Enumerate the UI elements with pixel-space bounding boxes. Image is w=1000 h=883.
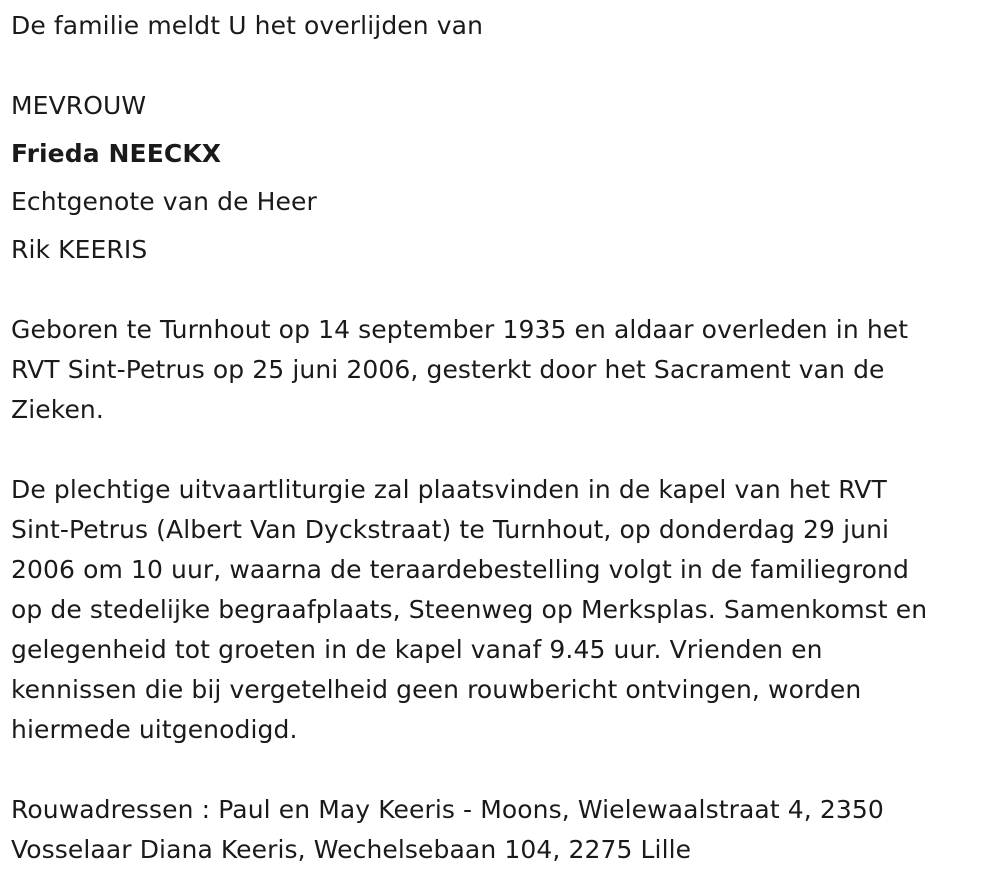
honorific-title: MEVROUW [11, 91, 147, 120]
paragraph-line: Vosselaar Diana Keeris, Wechelsebaan 104, 2275 Lille [11, 835, 692, 864]
paragraph-line: Sint-Petrus (Albert Van Dyckstraat) te Turnhout, op donderdag 29 juni [11, 515, 890, 544]
intro-text: De familie meldt U het overlijden van [11, 11, 484, 40]
paragraph-line: gelegenheid tot groeten in de kapel vanaf 9.45 uur. Vrienden en [11, 635, 823, 664]
relation-text: Echtgenote van de Heer [11, 187, 317, 216]
paragraph-line: op de stedelijke begraafplaats, Steenweg op Merksplas. Samenkomst en [11, 595, 928, 624]
spouse-name: Rik KEERIS [11, 235, 148, 264]
deceased-name: Frieda NEECKX [11, 139, 222, 168]
paragraph-line: De plechtige uitvaartliturgie zal plaatsvinden in de kapel van het RVT [11, 475, 887, 504]
paragraph-line: RVT Sint-Petrus op 25 juni 2006, gesterkt door het Sacrament van de [11, 355, 885, 384]
paragraph-line: Zieken. [11, 395, 104, 424]
paragraph-line: Rouwadressen : Paul en May Keeris - Moons, Wielewaalstraat 4, 2350 [11, 795, 884, 824]
paragraph-line: 2006 om 10 uur, waarna de teraardebestelling volgt in de familiegrond [11, 555, 909, 584]
paragraph-line: Geboren te Turnhout op 14 september 1935 en aldaar overleden in het [11, 315, 909, 344]
paragraph-line: hiermede uitgenodigd. [11, 715, 298, 744]
paragraph-line: kennissen die bij vergetelheid geen rouwbericht ontvingen, worden [11, 675, 862, 704]
